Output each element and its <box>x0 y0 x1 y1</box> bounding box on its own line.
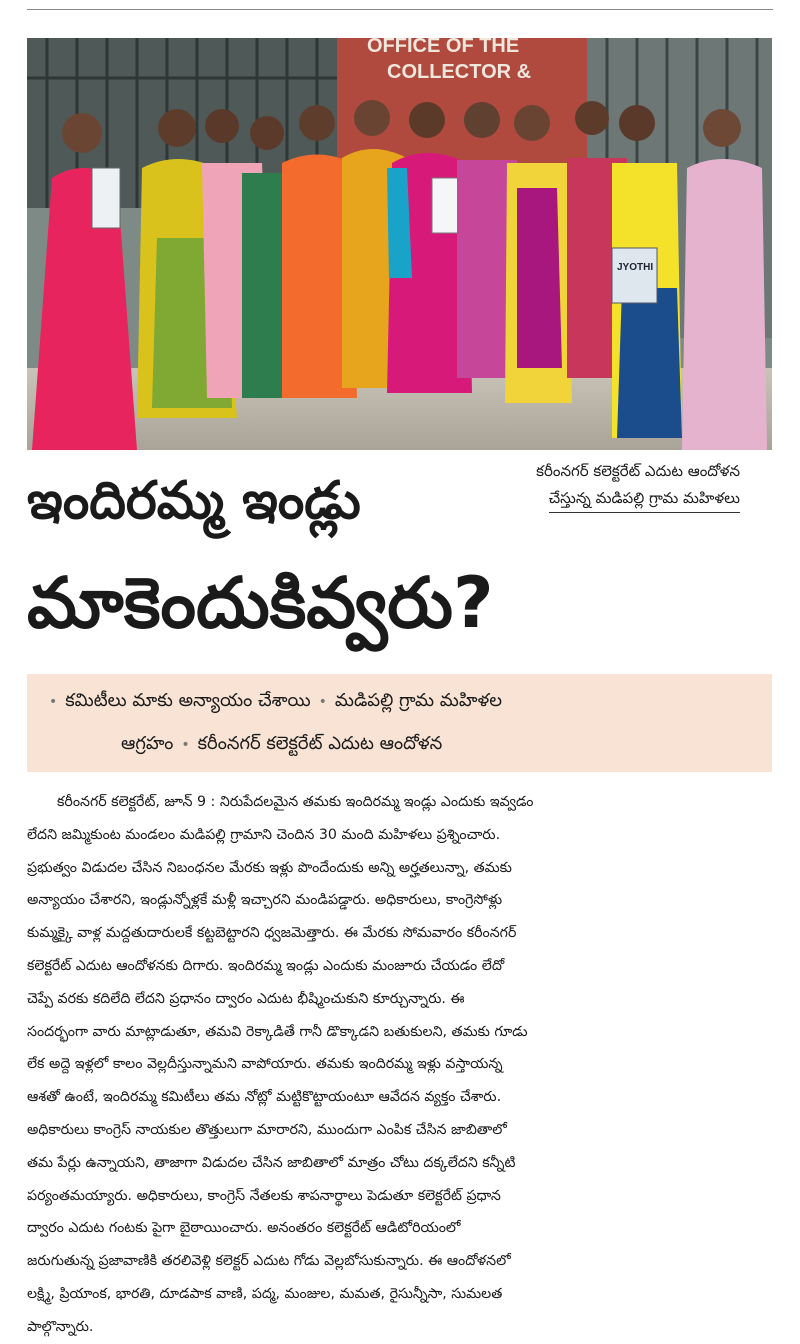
article-line: పాల్గొన్నారు. <box>27 1318 94 1335</box>
headline-line-1: ఇందిరమ్మ ఇండ్లు <box>27 471 361 531</box>
top-rule <box>27 9 773 10</box>
sign-line-2: COLLECTOR & <box>387 61 532 83</box>
protest-photo-illustration <box>27 38 772 450</box>
headline-line-2: మాకెందుకివ్వరు? <box>27 562 494 644</box>
article-line: కుమ్మక్కై వాళ్ల మద్దతుదారులకే కట్టబెట్టారని ధ్వజమెత్తారు. ఈ మేరకు సోమవారం కరీంనగర్ <box>27 925 517 942</box>
subhead-item-2-cont: ఆగ్రహం <box>121 733 174 754</box>
article-line: కలెక్టరేట్ ఎదుట ఆందోళనకు దిగారు. ఇందిరమ్మ ఇండ్లు ఎందుకు మంజూరు చేయడం లేదో <box>27 957 505 974</box>
news-photo <box>27 38 772 450</box>
jyothi-bag <box>612 248 657 303</box>
sign-line-1: OFFICE OF THE <box>367 38 520 57</box>
subheadline-row-2 <box>41 723 758 766</box>
caption-line-1: కరీంనగర్ కలెక్టరేట్ ఎదుట ఆందోళన <box>536 462 740 480</box>
article-line: సందర్భంగా వారు మాట్లాడుతూ, తమవి రెక్కాడితే గానీ డొక్కాడని బతుకులని, తమకు గూడు <box>27 1023 528 1040</box>
bullet-icon: • <box>49 694 58 710</box>
article-body <box>27 786 772 1344</box>
article-line: పర్యంతమయ్యారు. అధికారులు, కాంగ్రెస్ నేతలకు శాపనార్థాలు పెడుతూ కలెక్టరేట్ ప్రధాన <box>27 1187 501 1204</box>
bullet-icon: • <box>318 694 327 710</box>
article-line: అన్యాయం చేశారని, ఇండ్లున్నోళ్లకే మళ్లీ ఇచ్చారని మండిపడ్డారు. అధికారులు, కాంగ్రెసోళ్లు <box>27 892 503 909</box>
subheadline-row-1 <box>41 680 758 723</box>
article-line: ప్రభుత్వం విడుదల చేసిన నిబంధనల మేరకు ఇళ్లు పొందేందుకు అన్ని అర్హతలున్నా, తమకు <box>27 859 512 876</box>
article-line: తమ పేర్లు ఉన్నాయని, తాజాగా విడుదల చేసిన జాబితాలో మాత్రం చోటు దక్కలేదని కన్నీటి <box>27 1154 516 1171</box>
article-line: జరుగుతున్న ప్రజావాణికి తరలివెళ్లి కలెక్టర్ ఎదుట గోడు వెల్లబోసుకున్నారు. ఈ ఆందోళనలో <box>27 1253 511 1270</box>
bag-label: JYOTHI <box>617 262 654 273</box>
subhead-item-2: మడిపల్లి గ్రామ మహిళల <box>334 690 502 711</box>
article-line: ద్వారం ఎదుట గంటకు పైగా బైఠాయించారు. అనంతరం కలెక్టరేట్ ఆడిటోరియంలో <box>27 1220 461 1237</box>
subheadline-box <box>27 674 772 772</box>
article-line: చెప్పే వరకు కదిలేది లేదని ప్రధానం ద్వారం ఎదుట భీష్మించుకుని కూర్చున్నారు. ఈ <box>27 990 465 1007</box>
document-held <box>92 168 120 228</box>
article-line: లక్ష్మి, ప్రియాంక, భారతి, దూడపాక వాణి, పద్మ, మంజుల, మమత, రైసున్నీసా, సుమలత <box>27 1285 503 1302</box>
subhead-item-3: కరీంనగర్ కలెక్టరేట్ ఎదుట ఆందోళన <box>197 733 443 754</box>
article-line: లేక అద్దె ఇళ్లలో కాలం వెల్లదీస్తున్నామని వాపోయారు. తమకు ఇందిరమ్మ ఇళ్లు వస్తాయన్న <box>27 1056 503 1073</box>
bullet-icon: • <box>181 737 190 753</box>
article-line: లేదని జమ్మికుంట మండలం మడిపల్లి గ్రామాని చెందిన 30 మంది మహిళలు ప్రశ్నించారు. <box>27 826 501 843</box>
subhead-item-1: కమిటీలు మాకు అన్యాయం చేశాయి <box>65 690 311 711</box>
photo-caption <box>450 458 740 513</box>
caption-line-2: చేస్తున్న మడిపల్లి గ్రామ మహిళలు <box>549 485 740 513</box>
article-line: ఆశతో ఉంటే, ఇందిరమ్మ కమిటీలు తమ నోట్లో మట్టికొట్టాయంటూ ఆవేదన వ్యక్తం చేశారు. <box>27 1089 502 1106</box>
article-line: అధికారులు కాంగ్రెస్ నాయకుల తొత్తులుగా మారారని, ముందుగా ఎంపిక చేసిన జాబితాలో <box>27 1121 507 1138</box>
article-line: కరీంనగర్ కలెక్టరేట్, జూన్ 9 : నిరుపేదలమైన తమకు ఇందిరమ్మ ఇండ్లు ఎందుకు ఇవ్వడం <box>57 794 534 810</box>
